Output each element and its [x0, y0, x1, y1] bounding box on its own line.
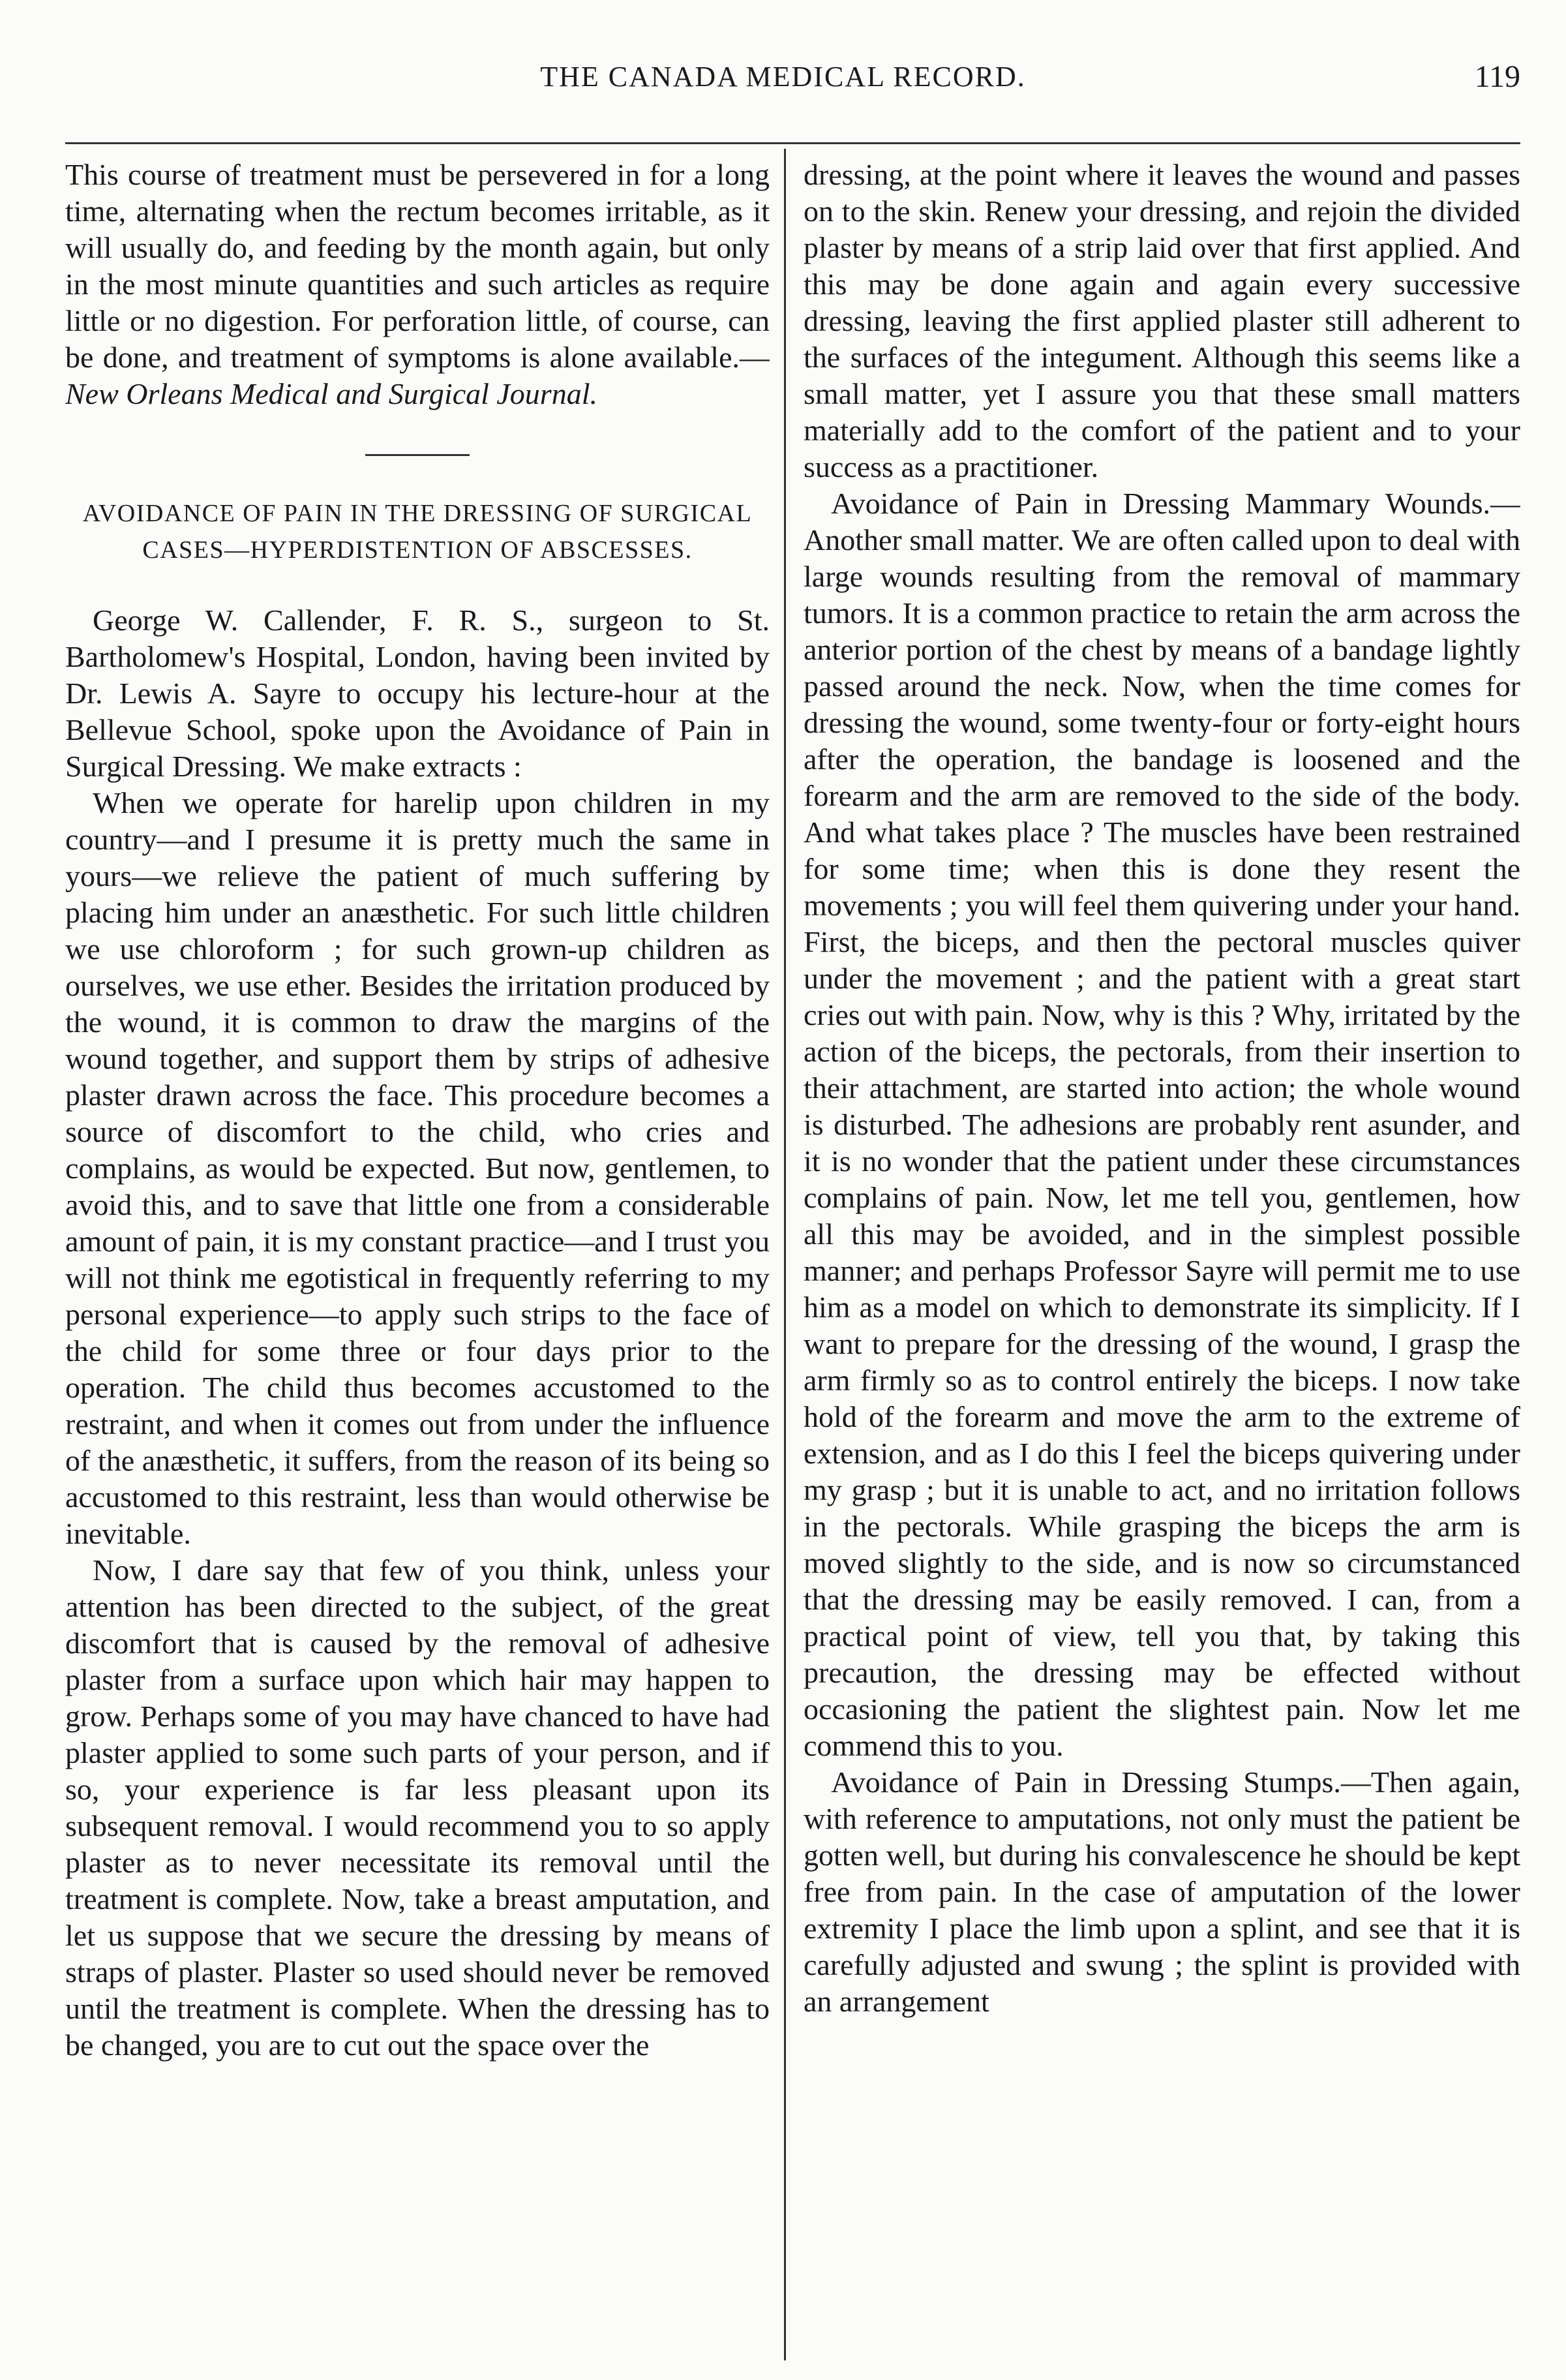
paragraph-text: This course of treatment must be persevered in for a long time, alternating when the rectum becomes irritable, as it will usually do, and feeding by the month again, but only in the most minute quantities and such articles as require little or no digestion. For perforation little, of course, can be done, and treatment of symptoms is alone available.—	[65, 158, 770, 374]
article-heading: AVOIDANCE OF PAIN IN THE DRESSING OF SURGICAL CASES—HYPERDISTENTION OF ABSCESSES.	[82, 500, 753, 564]
paragraph-stumps: Avoidance of Pain in Dressing Stumps.—Then again, with reference to amputations, not only must the patient be gotten well, but during his convalescence he should be kept free from pain. In the case of amputation of the lower extremity I place the limb upon a splint, and see that it is carefully adjusted and swung ; the splint is provided with an arrangement	[804, 1765, 1520, 2018]
paragraph-mammary-wounds: Avoidance of Pain in Dressing Mammary Wounds.—Another small matter. We are often called upon to deal with large wounds resulting from the removal of mammary tumors. It is a common practice to retain the arm across the anterior portion of the chest by means of a bandage lightly passed around the neck. Now, when the time comes for dressing the wound, some twenty-four or forty-eight hours after the operation, the bandage is loosened and the forearm and the arm are removed to the side of the body. And what takes place ? The muscles have been restrained for some time; when this is done they resent the movements ; you will feel them quivering under your hand. First, the biceps, and then the pectoral muscles quiver under the movement ; and the patient with a great start cries out with pain. Now, why is this ? Why, irritated by the action of the biceps, the pectorals, from their insertion to their attachment, are started into action; the whole wound is disturbed. The adhesions are probably rent asunder, and it is no wonder that the patient under these circumstances complains of pain. Now, let me tell you, gentlemen, how all this may be avoided, and in the simplest possible manner; and perhaps Professor Sayre will permit me to use him as a model on which to demonstrate its simplicity. If I want to prepare for the dressing of the wound, I grasp the arm firmly so as to control entirely the biceps. I now take hold of the forearm and move the arm to the extreme of extension, and as I do this I feel the biceps quivering under my grasp ; but it is unable to act, and no irritation follows in the pectorals. While grasping the biceps the arm is moved slightly to the side, and is now so circumstanced that the dressing may be easily removed. I can, from a practical point of view, tell you that, by taking this precaution, the dressing may be effected without occasioning the patient the slightest pain. Now let me commend this to you.	[804, 487, 1520, 1762]
left-column	[65, 157, 770, 2355]
paragraph-harelip: When we operate for harelip upon children in my country—and I presume it is pretty much the same in yours—we relieve the patient of much suffering by placing him under an anæsthetic. For such little children we use chloroform ; for such grown-up children as ourselves, we use ether. Besides the irritation produced by the wound, it is common to draw the margins of the wound together, and support them by strips of adhesive plaster drawn across the face. This procedure becomes a source of discomfort to the child, who cries and complains, as would be expected. But now, gentlemen, to avoid this, and to save that little one from a considerable amount of pain, it is my constant practice—and I trust you will not think me egotistical in frequently referring to my personal experience—to apply such strips to the face of the child for some three or four days prior to the operation. The child thus becomes accustomed to the restraint, and when it comes out from under the influence of the anæsthetic, it suffers, from the reason of its being so accustomed to this restraint, less than would otherwise be inevitable.	[65, 786, 770, 1550]
source-citation: New Orleans Medical and Surgical Journal.	[65, 377, 597, 410]
page-number: 119	[1474, 59, 1520, 94]
paragraph-dressing: dressing, at the point where it leaves the wound and passes on to the skin. Renew your dressing, and rejoin the divided plaster by means of a strip laid over that first applied. And this may be done again and again every successive dressing, leaving the first applied plaster still adherent to the surfaces of the integument. Although this seems like a small matter, yet I assure you that these small matters materially add to the comfort of the patient and to your success as a practitioner.	[804, 158, 1520, 483]
running-head	[0, 57, 1566, 97]
journal-title: THE CANADA MEDICAL RECORD.	[540, 61, 1026, 93]
paragraph-intro: George W. Callender, F. R. S., surgeon to St. Bartholomew's Hospital, London, having been invited by Dr. Lewis A. Sayre to occupy his lecture-hour at the Bellevue School, spoke upon the Avoidance of Pain in Surgical Dressing. We make extracts :	[65, 603, 770, 783]
header-rule	[65, 142, 1520, 144]
paragraph-rectum-treatment	[65, 157, 770, 412]
paragraph-plaster: Now, I dare say that few of you think, unless your attention has been directed to the subject, of the great discomfort that is caused by the removal of adhesive plaster from a surface upon which hair may happen to grow. Perhaps some of you may have chanced to have had plaster applied to some such parts of your person, and if so, your experience is far less pleasant upon its subsequent removal. I would recommend you to so apply plaster as to never necessitate its removal until the treatment is complete. Now, take a breast amputation, and let us suppose that we secure the dressing by means of straps of plaster. Plaster so used should never be removed until the treatment is complete. When the dressing has to be changed, you are to cut out the space over the	[65, 1553, 770, 2062]
article-separator	[365, 454, 470, 456]
right-column	[804, 157, 1520, 2355]
column-divider	[784, 149, 786, 2360]
